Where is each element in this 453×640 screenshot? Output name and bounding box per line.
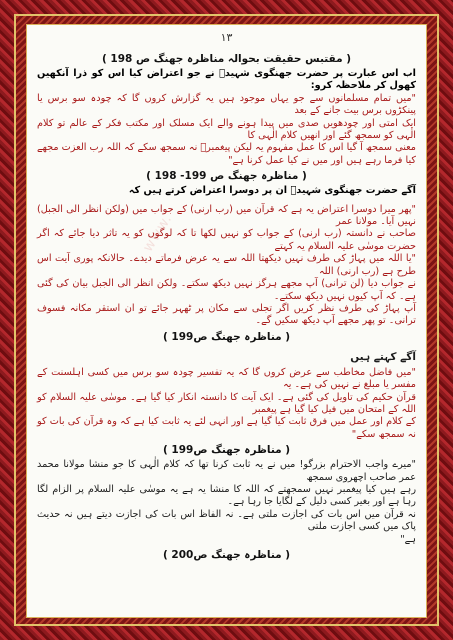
paragraph-3-line: "میں فاضل مخاطب سے عرض کروں گا کہ یہ تفسیر چودہ سو برس میں کسی اہلسنت کے مفسر یا مبلغ نے نہیں کی ہے۔ یہ: [37, 366, 416, 391]
paragraph-1-line: "میں تمام مسلمانوں سے جو یہاں موجود ہیں یہ گزارش کروں گا کہ چودہ سو برس یا پینکڑوں برس بیت جانے کے بعد: [37, 92, 416, 117]
paragraph-4-line: رہے ہیں کیا پیغمبر نہیں سمجھتے کہ اللہ کا منشا یہ ہے یہ موسٰی علیہ السلام پر الزام لگا رہا ہے اور بغیر کسی دلیل کے لگایا جا رہا ہے۔: [37, 483, 416, 508]
reference-2: ( مناظرہ جھنگ ص 199- 198 ): [146, 170, 307, 183]
reference-5: ( مناظرہ جھنگ ص200 ): [162, 549, 291, 561]
paragraph-1-lead: اب اس عبارت پر حضرت جھنگوی شہیدؒ نے جو اعتراض کیا اس کو ذرا آنکھیں کھول کر ملاحظہ کرو:: [37, 68, 416, 92]
paragraph-1-line: معنی سمجھ آ گیا اس کا عمل مفہوم یہ لیکن پیغمبرؐ نہ سمجھ سکے کہ اللہ رب العزت مجھے کیا فرما رہے ہیں اور میں نے کیا عمل کرنا ہے": [37, 142, 416, 166]
paragraph-4-line: ہے": [400, 533, 416, 545]
heading-2: آگے حضرت جھنگوی شہیدؒ ان پر دوسرا اعتراض کرتے ہیں کہ: [128, 185, 416, 197]
paragraph-3-line: کے کلام اور عمل میں فرق ثابت کیا گیا ہے اور انہی لئے یہ ثابت کیا ہے کہ وہ قرآن کی بات کو نہ سمجھ سکے": [37, 416, 416, 440]
heading-3: آگے کہتے ہیں: [350, 350, 416, 363]
paragraph-3-line: قرآن حکیم کی تاویل کی گئی ہے۔ ایک آیت کا دانستہ انکار کیا گیا ہے۔ موسٰی علیہ السلام کو اللہ کے امتحان میں فیل کیا گیا ہے پیغمبر: [37, 391, 416, 415]
paragraph-2-line: "یا اللہ میں پہاڑ کی طرف نہیں دیکھتا اللہ سے یہ عرض فرماتے دیدے۔ حالانکہ پوری آیت اس طرح ہے (رب ارنی) اللہ: [37, 253, 416, 277]
paragraph-2-line: "پھر میرا دوسرا اعتراض یہ ہے کہ قرآن میں (رب ارنی) کے جواب میں (ولکن انظر الی الجبل) نہیں آیا۔ مولانا عمر: [37, 203, 416, 228]
paragraph-4-line: "میرے واجب الاحترام بزرگو! میں نے یہ ثابت کرنا تھا کہ کلام الٰہی کا جو منشا مولانا محمد عمر صاحب اچھروی سمجھ: [37, 459, 416, 483]
watermark: www.: [139, 211, 176, 255]
page-number: ۱۳: [220, 31, 233, 44]
paragraph-2-line: صاحب نے دانستہ (رب ارنی) کے جواب کو نہیں لکھا تا کہ لوگوں کو یہ تاثر دیا جائے کہ اگر حضرت موسٰی علیہ السلام یہ کہتے: [37, 228, 416, 252]
paragraph-4-line: نہ قرآن میں اس بات کی اجازت ملتی ہے۔ نہ الفاظ اس بات کی اجازت دیتے ہیں نہ حدیث پاک میں کسی اجازت ملتی: [37, 508, 416, 533]
document-page: [26, 24, 427, 618]
paragraph-2-line: نے جواب دیا (لن ترانی) آپ مجھے ہرگز نہیں دیکھ سکتے۔ ولکن انظر الی الجبل بیان کی گئی ہے۔ کہ آپ کیوں نہیں دیکھ سکتے۔: [37, 278, 416, 302]
reference-3: ( مناظرہ جھنگ ص199 ): [162, 330, 291, 343]
paragraph-1-line: ایک امتی اور چودھویں صدی میں پیدا ہونے والے ایک مسلک اور مکتب فکر کے عالم تو کلام الٰہی کو سمجھ گئے اور انھیں کلام الٰہی کا: [37, 117, 416, 142]
reference-1: ( مقتبس حقیقت بحوالہ مناظرہ جھنگ ص 198 ): [101, 53, 352, 65]
paragraph-2-line: آپ پہاڑ کی طرف نظر کریں اگر تجلی سے مکان پر ٹھہر جائے تو ان استقر مکانہ فسوف ترانی۔ تو پھر مجھے آپ دیکھ سکیں گے۔: [37, 302, 416, 327]
reference-4: ( مناظرہ جھنگ ص199 ): [162, 444, 291, 457]
